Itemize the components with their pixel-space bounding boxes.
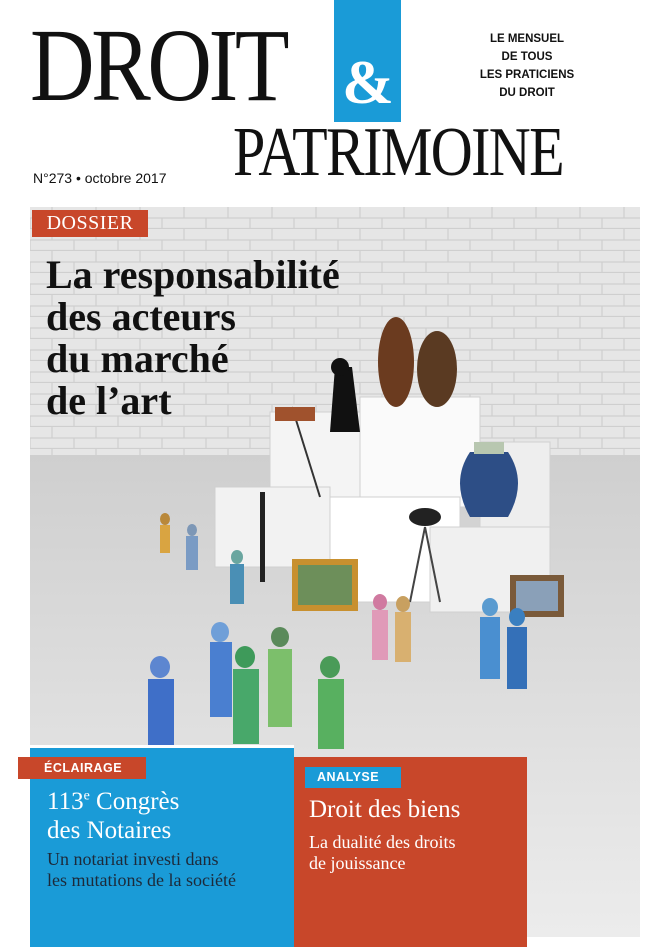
eclairage-subtitle	[47, 849, 292, 891]
headline-line: La responsabilité	[46, 252, 340, 297]
issue-info: N°273 • octobre 2017	[33, 170, 167, 186]
tagline-line: LE MENSUEL	[489, 33, 565, 45]
dossier-headline	[46, 254, 446, 422]
title-number: 113	[47, 788, 84, 815]
eclairage-title-line1	[47, 787, 287, 816]
analyse-title: Droit des biens	[309, 796, 461, 823]
subtitle-line: La dualité des droits	[309, 832, 456, 852]
eclairage-title-line2: des Notaires	[47, 817, 172, 844]
dossier-tag: DOSSIER	[32, 210, 148, 237]
headline-line: de l’art	[46, 378, 172, 423]
tagline-line: LES PRATICIENS	[479, 69, 575, 81]
tagline	[455, 30, 599, 102]
headline-line: des acteurs	[46, 294, 236, 339]
tagline-line: DU DROIT	[499, 87, 555, 99]
masthead-patrimoine: PATRIMOINE	[233, 114, 563, 191]
title-superscript: e	[83, 788, 90, 804]
subtitle-line: Un notariat investi dans	[47, 849, 219, 869]
analyse-subtitle	[309, 832, 524, 874]
tagline-line: DE TOUS	[501, 51, 553, 63]
eclairage-title	[47, 787, 287, 845]
subtitle-line: de jouissance	[309, 853, 406, 873]
eclairage-tag: ÉCLAIRAGE	[18, 757, 146, 779]
title-rest: Congrès	[89, 788, 180, 815]
masthead-droit: DROIT	[30, 8, 287, 123]
analyse-tag: ANALYSE	[305, 767, 401, 788]
subtitle-line: les mutations de la société	[47, 870, 236, 890]
masthead-ampersand: &	[342, 49, 394, 117]
headline-line: du marché	[46, 336, 229, 381]
